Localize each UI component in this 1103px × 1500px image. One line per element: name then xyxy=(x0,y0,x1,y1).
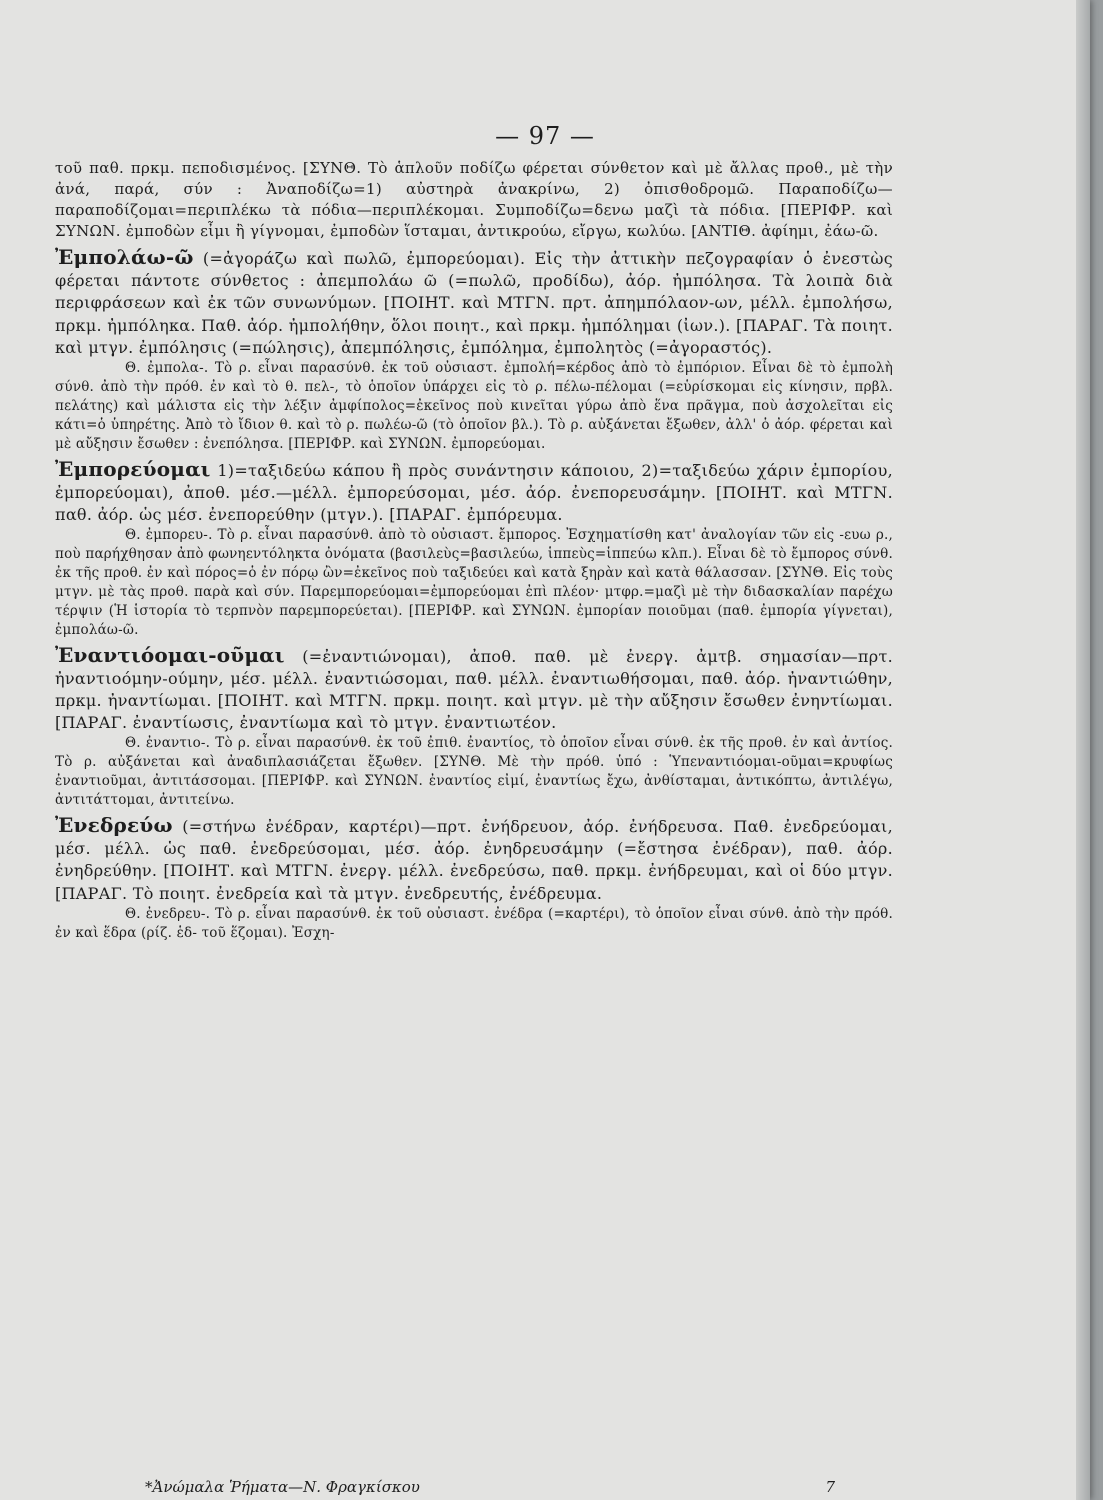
entry-definition-text: (=ἀγοράζω καὶ πωλῶ, ἐμπορεύομαι). Εἰς τὴν ἀττικὴν πεζογραφίαν ὁ ἐνεστὼς φέρεται πάντοτε σύνθετος : ἀπεμπολάω ῶ (=πωλῶ, προδίδω), ἀόρ. ἠμπόλησα. Τὰ λοιπὰ διὰ περιφράσεων καὶ ἐκ τῶν συνωνύμων. [ΠΟΙΗΤ. καὶ ΜΤΓΝ. πρτ. ἀπημπόλαον-ων, μέλλ. ἐμπολήσω, πρκμ. ἠμπόληκα. Παθ. ἀόρ. ἠμπολήθην, ὅλοι ποιητ., καὶ πρκμ. ἠμπόλημαι (ἰων.). [ΠΑΡΑΓ. Τὰ ποιητ. καὶ μτγν. ἐμπόλησις (=πώλησις), ἀπεμπόλησις, ἐμπόλημα, ἐμπολητὸς (=ἀγοραστός). xyxy=(55,249,893,357)
entry-headword: Ἐνεδρεύω xyxy=(55,813,173,838)
page-edge xyxy=(1076,0,1090,1500)
entry-emporeuomai xyxy=(55,458,893,640)
entry-definition-text: (=στήνω ἐνέδραν, καρτέρι)—πρτ. ἐνήδρευον, ἀόρ. ἐνήδρευσα. Παθ. ἐνεδρεύομαι, μέσ. μέλλ. ὡς παθ. ἐνεδρεύσομαι, μέσ. ἀόρ. ἐνηδρευσάμην (=ἔστησα ἐνέδραν), παθ. ἀόρ. ἐνηδρεύθην. [ΠΟΙΗΤ. καὶ ΜΤΓΝ. ἐνεργ. μέλλ. ἐνεδρεύσω, παθ. πρκμ. ἐνήδρευμαι, καὶ οἱ δύο μτγν. [ΠΑΡΑΓ. Τὸ ποιητ. ἐνεδρεία καὶ τὰ μτγν. ἐνεδρευτής, ἐνέδρευμα. xyxy=(55,817,893,903)
entry-etymology: Θ. ἐναντιο-. Τὸ ρ. εἶναι παρασύνθ. ἐκ τοῦ ἐπιθ. ἐναντίος, τὸ ὁποῖον εἶναι σύνθ. ἐκ τῆς προθ. ἐν καὶ ἀντίος. Τὸ ρ. αὐξάνεται καὶ ἀναδιπλασιάζεται ἔξωθεν. [ΣΥΝΘ. Μὲ τὴν πρόθ. ὑπό : Ὑπεναντιόομαι-οῦμαι=κρυφίως ἐναντιοῦμαι, ἀντιτάσσομαι. [ΠΕΡΙΦΡ. καὶ ΣΥΝΩΝ. ἐναντίος εἰμί, ἐναντίως ἔχω, ἀνθίσταμαι, ἀντικόπτω, ἀντιλέγω, ἀντιτάττομαι, ἀντιτείνω. xyxy=(55,735,893,809)
entry-definition xyxy=(55,644,893,735)
entry-continuation xyxy=(55,158,893,242)
entry-definition xyxy=(55,814,893,905)
footer-signature-number: 7 xyxy=(825,1478,835,1496)
entry-headword: Ἐμπολάω-ῶ xyxy=(55,245,194,269)
intro-paragraph: τοῦ παθ. πρκμ. πεποδισμένος. [ΣΥΝΘ. Τὸ ἁπλοῦν ποδίζω φέρεται σύνθετον καὶ μὲ ἄλλας προθ., μὲ τὴν ἀνά, παρά, σύν : Ἀναποδίζω=1) αὐστηρὰ ἀνακρίνω, 2) ὀπισθοδρομῶ. Παραποδίζω—παραποδίζομαι=περιπλέκω τὰ πόδια—περιπλέκομαι. Συμποδίζω=δενω μαζὶ τὰ πόδια. [ΠΕΡΙΦΡ. καὶ ΣΥΝΩΝ. ἐμποδὼν εἶμι ἢ γίγνομαι, ἐμποδὼν ἵσταμαι, ἀντικρούω, εἴργω, κωλύω. [ΑΝΤΙΘ. ἀφίημι, ἐάω-ῶ. xyxy=(55,159,893,240)
page-footer xyxy=(145,1478,835,1496)
entry-etymology: Θ. ἐνεδρευ-. Τὸ ρ. εἶναι παρασύνθ. ἐκ τοῦ οὐσιαστ. ἐνέδρα (=καρτέρι), τὸ ὁποῖον εἶναι σύνθ. ἀπὸ τὴν πρόθ. ἐν καὶ ἕδρα (ρίζ. ἑδ- τοῦ ἕζομαι). Ἐσχη- xyxy=(55,905,893,941)
entry-headword: Ἐμπορεύομαι xyxy=(55,456,211,481)
entry-definition xyxy=(55,246,893,359)
entry-enedreuo xyxy=(55,814,893,943)
entry-definition-text: 1)=ταξιδεύω κάπου ἢ πρὸς συνάντησιν κάποιου, 2)=ταξιδεύω χάριν ἐμπορίου, ἐμπορεύομαι), ἀποθ. μέσ.—μέλλ. ἐμπορεύσομαι, μέσ. ἀόρ. ἐνεπορευσάμην. [ΠΟΙΗΤ. καὶ ΜΤΓΝ. παθ. ἀόρ. ὡς μέσ. ἐνεπορεύθην (μτγν.). [ΠΑΡΑΓ. ἐμπόρευμα. xyxy=(55,460,893,524)
entry-etymology: Θ. ἐμπορευ-. Τὸ ρ. εἶναι παρασύνθ. ἀπὸ τὸ οὐσιαστ. ἔμπορος. Ἐσχηματίσθη κατ' ἀναλογίαν τῶν εἰς -ευω ρ., ποὺ παρήχθησαν ἀπὸ φωνηεντόληκτα ὀνόματα (βασιλεὺς=βασιλεύω, ἱππεὺς=ἱππεύω κλπ.). Εἶναι δὲ τὸ ἔμπορος σύνθ. ἐκ τῆς προθ. ἐν καὶ πόρος=ὁ ἐν πόρῳ ὢν=ἐκεῖνος ποὺ ταξιδεύει καὶ κατὰ ξηρὰν καὶ κατὰ θάλασσαν. [ΣΥΝΘ. Εἰς τοὺς μτγν. μὲ τὰς προθ. παρὰ καὶ σύν. Παρεμπορεύομαι=ἐμπορεύομαι ἐπὶ πλέον· μτφρ.=μαζὶ μὲ τὴν διδασκαλίαν παρέχω τέρψιν (Ἡ ἱστορία τὸ τερπνὸν παρεμπορεύεται). [ΠΕΡΙΦΡ. καὶ ΣΥΝΩΝ. ἐμπορίαν ποιοῦμαι (παθ. ἐμπορία γίγνεται), ἐμπολάω-ῶ. xyxy=(55,527,893,638)
footer-book-title: *Ἀνώμαλα Ῥήματα—Ν. Φραγκίσκου xyxy=(145,1478,420,1496)
page-number: — 97 — xyxy=(495,122,595,150)
entry-etymology: Θ. ἐμπολα-. Τὸ ρ. εἶναι παρασύνθ. ἐκ τοῦ οὐσιαστ. ἐμπολή=κέρδος ἀπὸ τὸ ἐμπόριον. Εἶναι δὲ τὸ ἐμπολὴ σύνθ. ἀπὸ τὴν πρόθ. ἐν καὶ τὸ θ. πελ-, τὸ ὁποῖον ὑπάρχει εἰς τὸ ρ. πέλω-πέλομαι (=εὑρίσκομαι εἰς κίνησιν, πρβλ. πελάτης) καὶ μάλιστα εἰς τὴν λέξιν ἀμφίπολος=ἐκεῖνος ποὺ κινεῖται γύρω ἀπὸ ἕνα πρᾶγμα, ποὺ ἀσχολεῖται εἰς κάτι=ὁ ὑπηρέτης. Ἀπὸ τὸ ἴδιον θ. καὶ τὸ ρ. πωλέω-ῶ (τὸ ὁποῖον βλ.). Τὸ ρ. αὐξάνεται ἔξωθεν, ἀλλ' ὁ ἀόρ. φέρεται καὶ μὲ αὔξησιν ἔσωθεν : ἐνεπόλησα. [ΠΕΡΙΦΡ. καὶ ΣΥΝΩΝ. ἐμπορεύομαι. xyxy=(55,360,893,452)
entry-enantioomai xyxy=(55,644,893,810)
entry-headword: Ἐναντιόομαι-οῦμαι xyxy=(55,642,285,667)
page-content xyxy=(55,158,893,947)
entry-definition-text: (=ἐναντιώνομαι), ἀποθ. παθ. μὲ ἐνεργ. ἀμτβ. σημασίαν—πρτ. ἠναντιοόμην-ούμην, μέσ. μέλλ. ἐναντιώσομαι, παθ. μέλλ. ἐναντιωθήσομαι, παθ. ἀόρ. ἠναντιώθην, πρκμ. ἠναντίωμαι. [ΠΟΙΗΤ. καὶ ΜΤΓΝ. πρκμ. ποιητ. καὶ μτγν. μὲ τὴν αὔξησιν ἔσωθεν ἐνηντίωμαι. [ΠΑΡΑΓ. ἐναντίωσις, ἐναντίωμα καὶ τὸ μτγν. ἐναντιωτέον. xyxy=(55,646,893,733)
entry-definition xyxy=(55,458,893,527)
entry-empolao xyxy=(55,246,893,454)
